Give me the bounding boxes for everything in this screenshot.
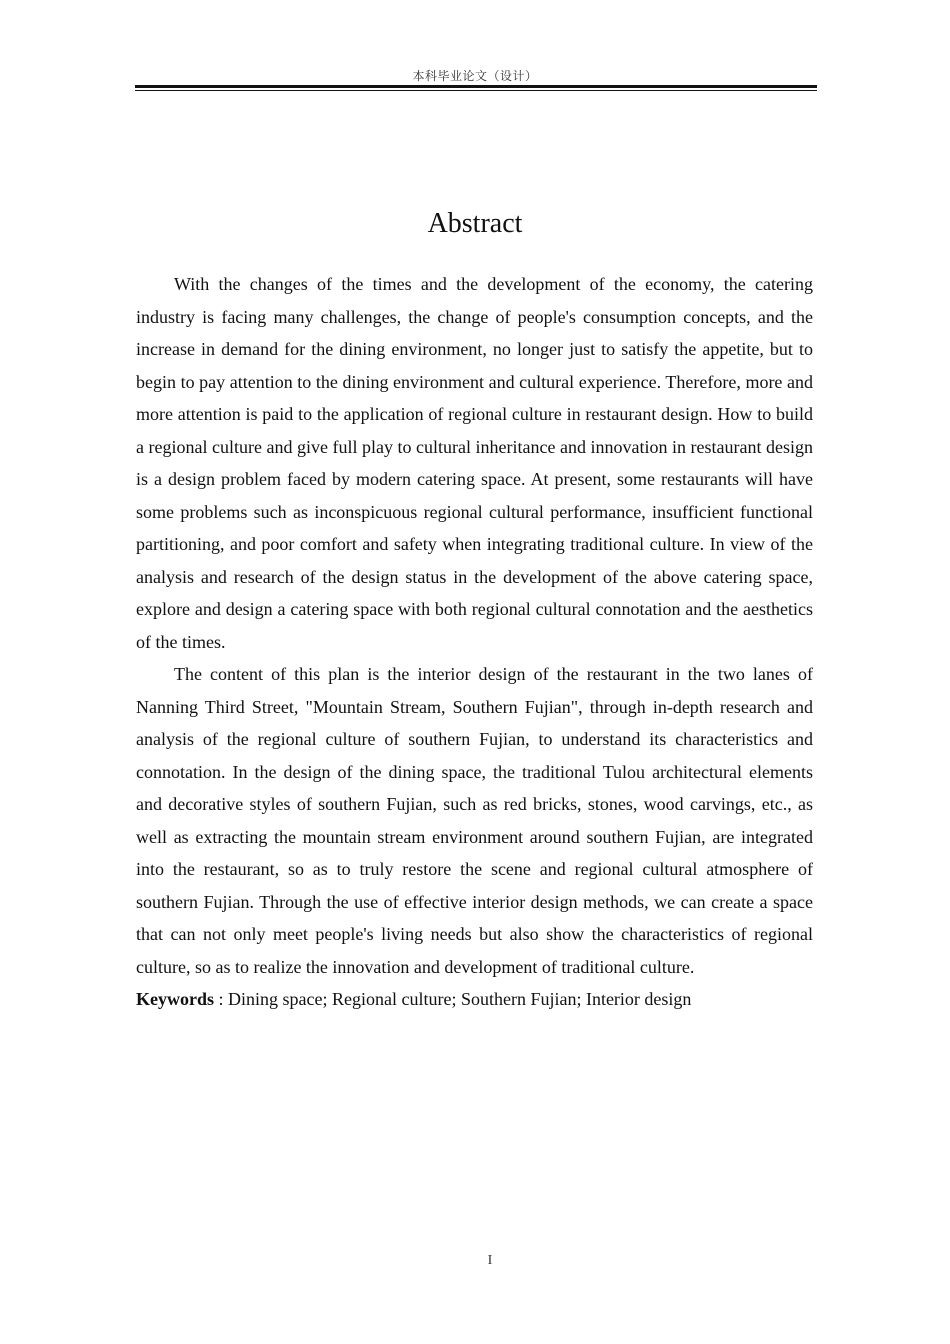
running-header: 本科毕业论文（设计） — [412, 69, 538, 83]
abstract-paragraph-2: The content of this plan is the interior design of the restaurant in the two lanes of Nanning Third Street, "Mountain Stream, Southern Fujian", through in-depth research and analysis of the regional culture of southern Fujian, to understand its characteristics and connotation. In the design of the dining space, the traditional Tulou architectural elements and decorative styles of southern Fujian, such as red bricks, stones, wood carvings, etc., as well as extracting the mountain stream environment around southern Fujian, are integrated into the restaurant, so as to truly restore the scene and regional cultural atmosphere of southern Fujian. Through the use of effective interior design methods, we can create a space that can not only meet people's living needs but also show the characteristics of regional culture, so as to realize the innovation and development of traditional culture. — [136, 664, 813, 977]
keywords-text: Dining space; Regional culture; Southern Fujian; Interior design — [228, 989, 692, 1009]
page-number: I — [487, 1253, 493, 1268]
keywords-label: Keywords — [136, 989, 214, 1009]
abstract-body — [136, 268, 813, 1016]
keywords-line — [136, 983, 813, 1016]
header-rule-thin — [135, 90, 817, 91]
header-rule-thick — [135, 85, 817, 88]
page-title: Abstract — [427, 208, 523, 239]
keywords-separator: : — [214, 989, 229, 1009]
abstract-paragraph-1: With the changes of the times and the development of the economy, the catering industry is facing many challenges, the change of people's consumption concepts, and the increase in demand for the dining environment, no longer just to satisfy the appetite, but to begin to pay attention to the dining environment and cultural experience. Therefore, more and more attention is paid to the application of regional culture in restaurant design. How to build a regional culture and give full play to cultural inheritance and innovation in restaurant design is a design problem faced by modern catering space. At present, some restaurants will have some problems such as inconspicuous regional cultural performance, insufficient functional partitioning, and poor comfort and safety when integrating traditional culture. In view of the analysis and research of the design status in the development of the above catering space, explore and design a catering space with both regional cultural connotation and the aesthetics of the times. — [136, 274, 813, 652]
